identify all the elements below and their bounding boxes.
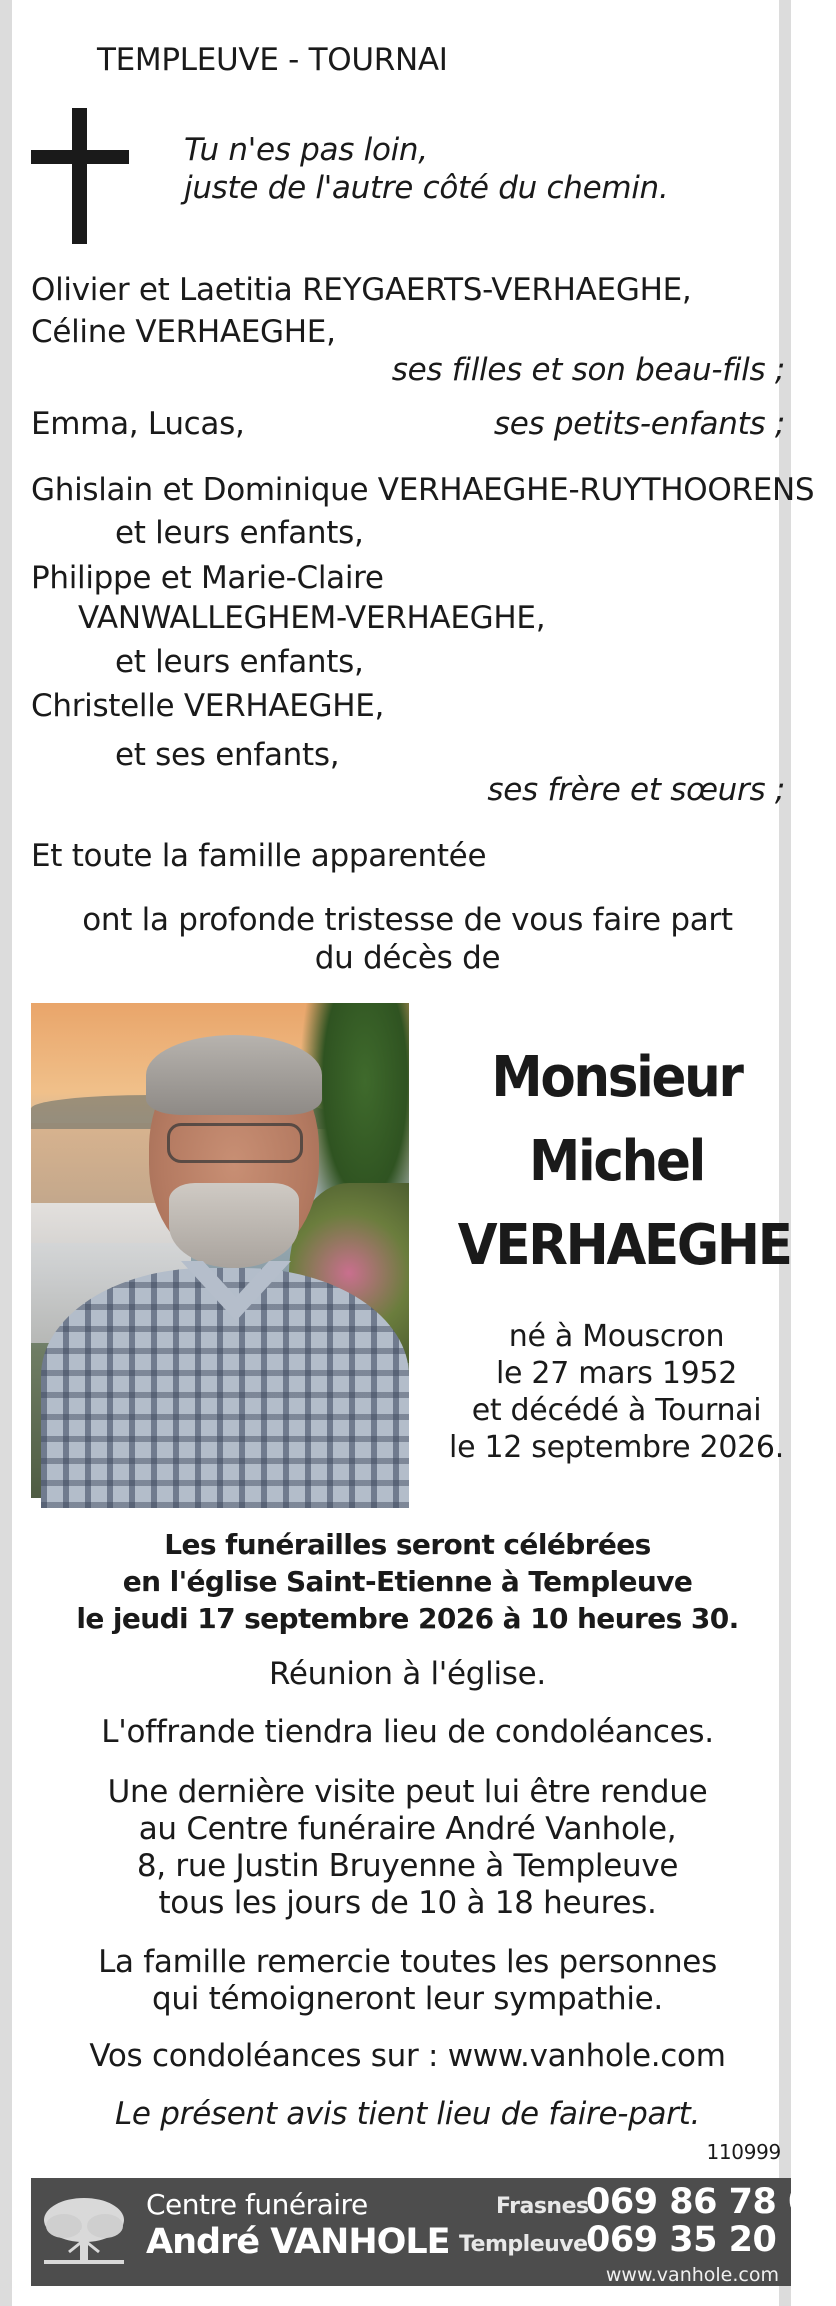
family-relation: ses frère et sœurs ; xyxy=(487,772,785,808)
info-line: Réunion à l'église. xyxy=(269,1656,546,1692)
reference-number: 110999 xyxy=(706,2140,781,2164)
info-line: L'offrande tiendra lieu de condoléances. xyxy=(101,1714,714,1750)
funeral-home-name: André VANHOLE xyxy=(146,2222,450,2262)
tree-icon xyxy=(39,2190,129,2270)
family-line: Olivier et Laetitia REYGAERTS-VERHAEGHE, xyxy=(31,272,692,308)
deceased-last-name: VERHAEGHE xyxy=(457,1213,791,1278)
birth-line: le 12 septembre 2026. xyxy=(449,1430,784,1465)
birth-line: et décédé à Tournai xyxy=(471,1393,762,1428)
deceased-title: Monsieur xyxy=(491,1045,742,1110)
obituary-content xyxy=(24,0,836,2306)
family-relation: ses petits-enfants ; xyxy=(493,406,785,442)
family-line: et leurs enfants, xyxy=(115,644,364,680)
birth-line: le 27 mars 1952 xyxy=(496,1356,737,1391)
info-line: tous les jours de 10 à 18 heures. xyxy=(158,1885,657,1921)
family-line: Céline VERHAEGHE, xyxy=(31,314,336,350)
family-line: et leurs enfants, xyxy=(115,515,364,551)
cross-icon-bar xyxy=(31,150,129,164)
info-line: Une dernière visite peut lui être rendue xyxy=(107,1774,708,1810)
family-relation: ses filles et son beau-fils ; xyxy=(391,352,785,388)
info-line: La famille remercie toutes les personnes xyxy=(98,1944,717,1980)
family-line: Emma, Lucas, xyxy=(31,406,245,442)
funeral-info: Les funérailles seront célébrées xyxy=(164,1528,651,1561)
funeral-home-banner xyxy=(31,2178,836,2286)
cross-icon xyxy=(72,108,87,244)
website-link[interactable]: www.vanhole.com xyxy=(605,2264,779,2286)
announcement-line: ont la profonde tristesse de vous faire part xyxy=(82,902,733,938)
birth-line: né à Mouscron xyxy=(508,1319,725,1354)
city-templeuve: Templeuve xyxy=(459,2232,588,2257)
phone-templeuve[interactable]: 069 35 20 19 xyxy=(586,2220,836,2260)
family-line: Ghislain et Dominique VERHAEGHE-RUYTHOORENS xyxy=(31,472,815,508)
funeral-home-label: Centre funéraire xyxy=(146,2188,368,2221)
family-line: Philippe et Marie-Claire xyxy=(31,560,384,596)
quote-line-1: Tu n'es pas loin, xyxy=(184,132,428,168)
funeral-info: en l'église Saint-Etienne à Templeuve xyxy=(122,1565,693,1598)
portrait-photo xyxy=(31,1003,409,1498)
announcement-line: du décès de xyxy=(314,940,501,976)
quote-line-2: juste de l'autre côté du chemin. xyxy=(184,170,669,206)
info-line: 8, rue Justin Bruyenne à Templeuve xyxy=(136,1848,679,1884)
info-line-italic: Le présent avis tient lieu de faire-part. xyxy=(114,2096,701,2132)
info-line: au Centre funéraire André Vanhole, xyxy=(138,1811,677,1847)
phone-frasnes[interactable]: 069 86 78 04 xyxy=(586,2182,836,2222)
location-heading: TEMPLEUVE - TOURNAI xyxy=(97,42,448,78)
family-line: Christelle VERHAEGHE, xyxy=(31,688,385,724)
funeral-info: le jeudi 17 septembre 2026 à 10 heures 30. xyxy=(76,1602,739,1635)
deceased-first-name: Michel xyxy=(529,1129,704,1194)
city-frasnes: Frasnes xyxy=(496,2194,589,2219)
info-line: qui témoigneront leur sympathie. xyxy=(152,1981,663,2017)
family-line: VANWALLEGHEM-VERHAEGHE, xyxy=(78,600,546,636)
family-line: Et toute la famille apparentée xyxy=(31,838,487,874)
condolences-link[interactable]: Vos condoléances sur : www.vanhole.com xyxy=(89,2038,726,2074)
family-line: et ses enfants, xyxy=(115,737,340,773)
